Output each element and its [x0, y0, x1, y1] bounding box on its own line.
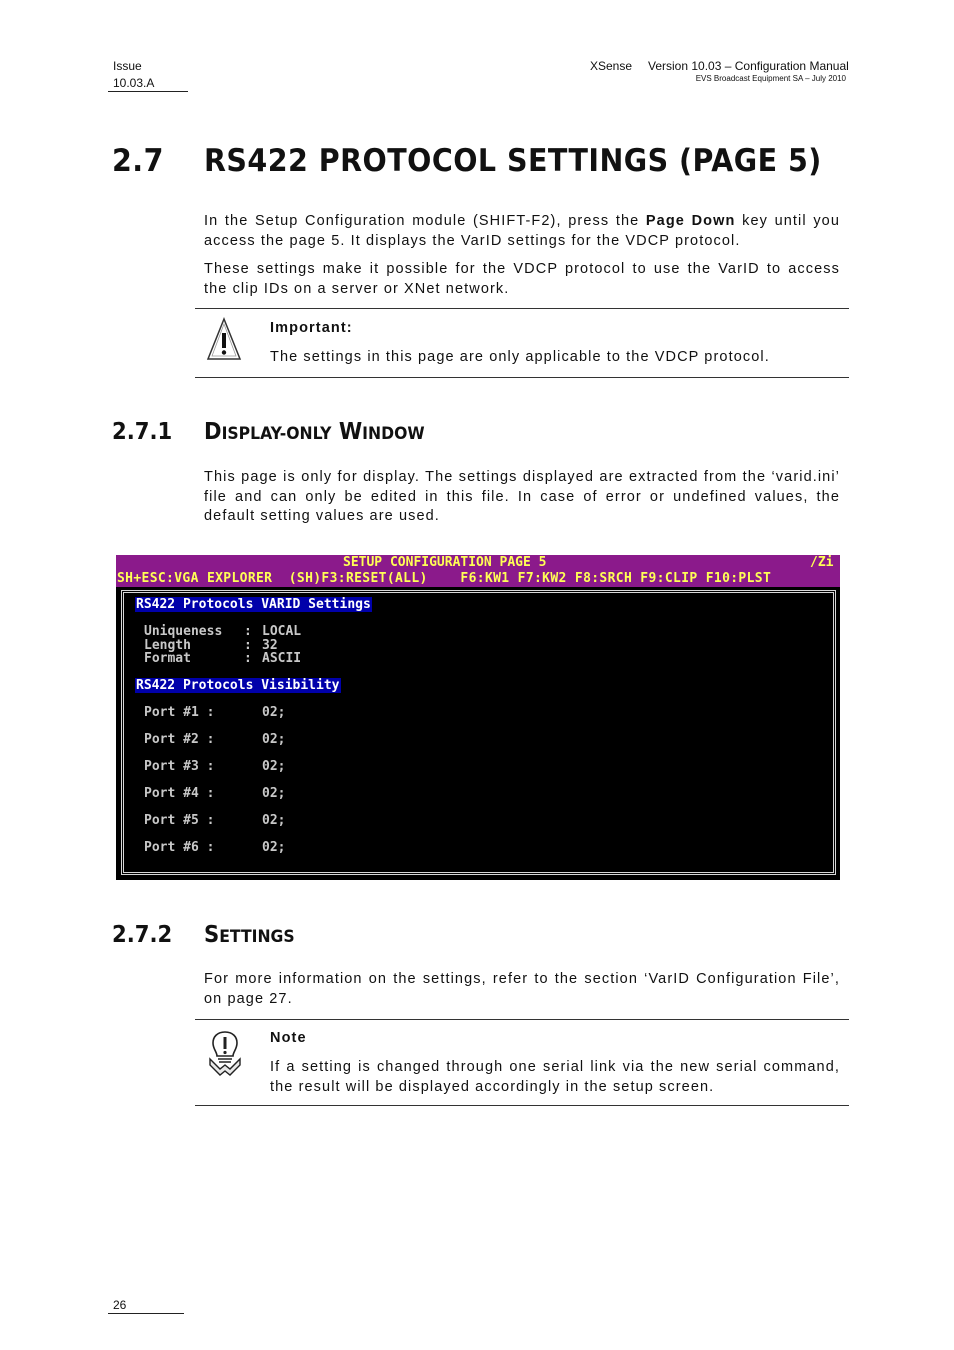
header-product: XSense: [590, 59, 633, 73]
note-bottom-rule: [195, 1105, 849, 1106]
issue-number: 10.03.A: [113, 76, 155, 90]
subsection-1-title: DISPLAY-ONLY WINDOW: [204, 419, 425, 445]
port-1-value: 02;: [262, 705, 286, 720]
intro-paragraph-1: In the Setup Configuration module (SHIFT-F2), press the Page Down key until you access the page 5. It displays the VarID settings for the VDCP protocol.: [204, 213, 840, 249]
setting-colon: :: [244, 624, 252, 639]
port-4-value: 02;: [262, 786, 286, 801]
setting-uniqueness-label: Uniqueness: [144, 624, 223, 639]
warning-icon: [206, 317, 242, 361]
subsection-1-paragraph: This page is only for display. The settings displayed are extracted from the ‘varid.ini’ file and can only be edited in this file. In case of error or undefined values, the default setting values are used.: [204, 469, 840, 524]
note-title: Note: [270, 1030, 307, 1046]
subsection-2-title: SETTINGS: [204, 922, 295, 948]
section-title: RS422 PROTOCOL SETTINGS (PAGE 5): [204, 143, 822, 179]
note-text: If a setting is changed through one serial link via the new serial command, the result will be displayed accordingly in the setup screen.: [270, 1059, 840, 1095]
screen-title-right: /Zi: [810, 555, 834, 570]
setting-colon: :: [244, 637, 252, 653]
header-rule: [108, 91, 188, 92]
visibility-label: RS422 Protocols Visibility: [136, 678, 340, 693]
header-company: EVS Broadcast Equipment SA – July 2010: [695, 74, 846, 83]
note-top-rule: [195, 1019, 849, 1020]
setting-colon: :: [244, 651, 252, 666]
setup-configuration-screenshot: [116, 555, 840, 880]
port-2-value: 02;: [262, 732, 286, 747]
section-number: 2.7: [112, 143, 164, 179]
page-number: 26: [113, 1298, 127, 1312]
important-title: Important:: [270, 320, 353, 336]
setting-length-value: 32: [262, 637, 278, 653]
port-2-label: Port #2 :: [144, 732, 215, 747]
screen-frame: [121, 590, 836, 875]
footer-rule: [108, 1313, 184, 1314]
intro-paragraph-2: These settings make it possible for the VDCP protocol to use the VarID to access the clip IDs on a server or XNet network.: [204, 261, 840, 297]
important-text: The settings in this page are only applicable to the VDCP protocol.: [270, 349, 770, 365]
port-1-label: Port #1 :: [144, 705, 215, 720]
note-icon: [206, 1029, 244, 1077]
subsection-2-number: 2.7.2: [112, 922, 173, 948]
port-3-value: 02;: [262, 759, 286, 774]
port-4-label: Port #4 :: [144, 786, 215, 801]
screen-title: SETUP CONFIGURATION PAGE 5: [343, 555, 547, 570]
issue-label: Issue: [113, 59, 142, 73]
setting-format-value: ASCII: [262, 651, 302, 666]
varid-settings-label: RS422 Protocols VARID Settings: [136, 597, 371, 612]
important-bottom-rule: [195, 377, 849, 378]
subsection-2-paragraph: For more information on the settings, refer to the section ‘VarID Configuration File’, on page 27.: [204, 971, 840, 1007]
important-top-rule: [195, 308, 849, 309]
page-down-key: Page Down: [645, 213, 736, 229]
port-6-value: 02;: [262, 840, 286, 855]
setting-uniqueness-value: LOCAL: [262, 624, 302, 639]
port-5-value: 02;: [262, 813, 286, 828]
port-6-label: Port #6 :: [144, 840, 215, 855]
subsection-1-number: 2.7.1: [112, 419, 173, 445]
port-5-label: Port #5 :: [144, 813, 215, 828]
setting-length-label: Length: [144, 637, 191, 653]
port-3-label: Port #3 :: [144, 759, 215, 774]
header-manual-title: Version 10.03 – Configuration Manual: [648, 59, 849, 73]
setting-format-label: Format: [144, 651, 191, 666]
screen-function-keys: SH+ESC:VGA EXPLORER (SH)F3:RESET(ALL) F6:KW1 F7:KW2 F8:SRCH F9:CLIP F10:PLST: [117, 571, 772, 586]
